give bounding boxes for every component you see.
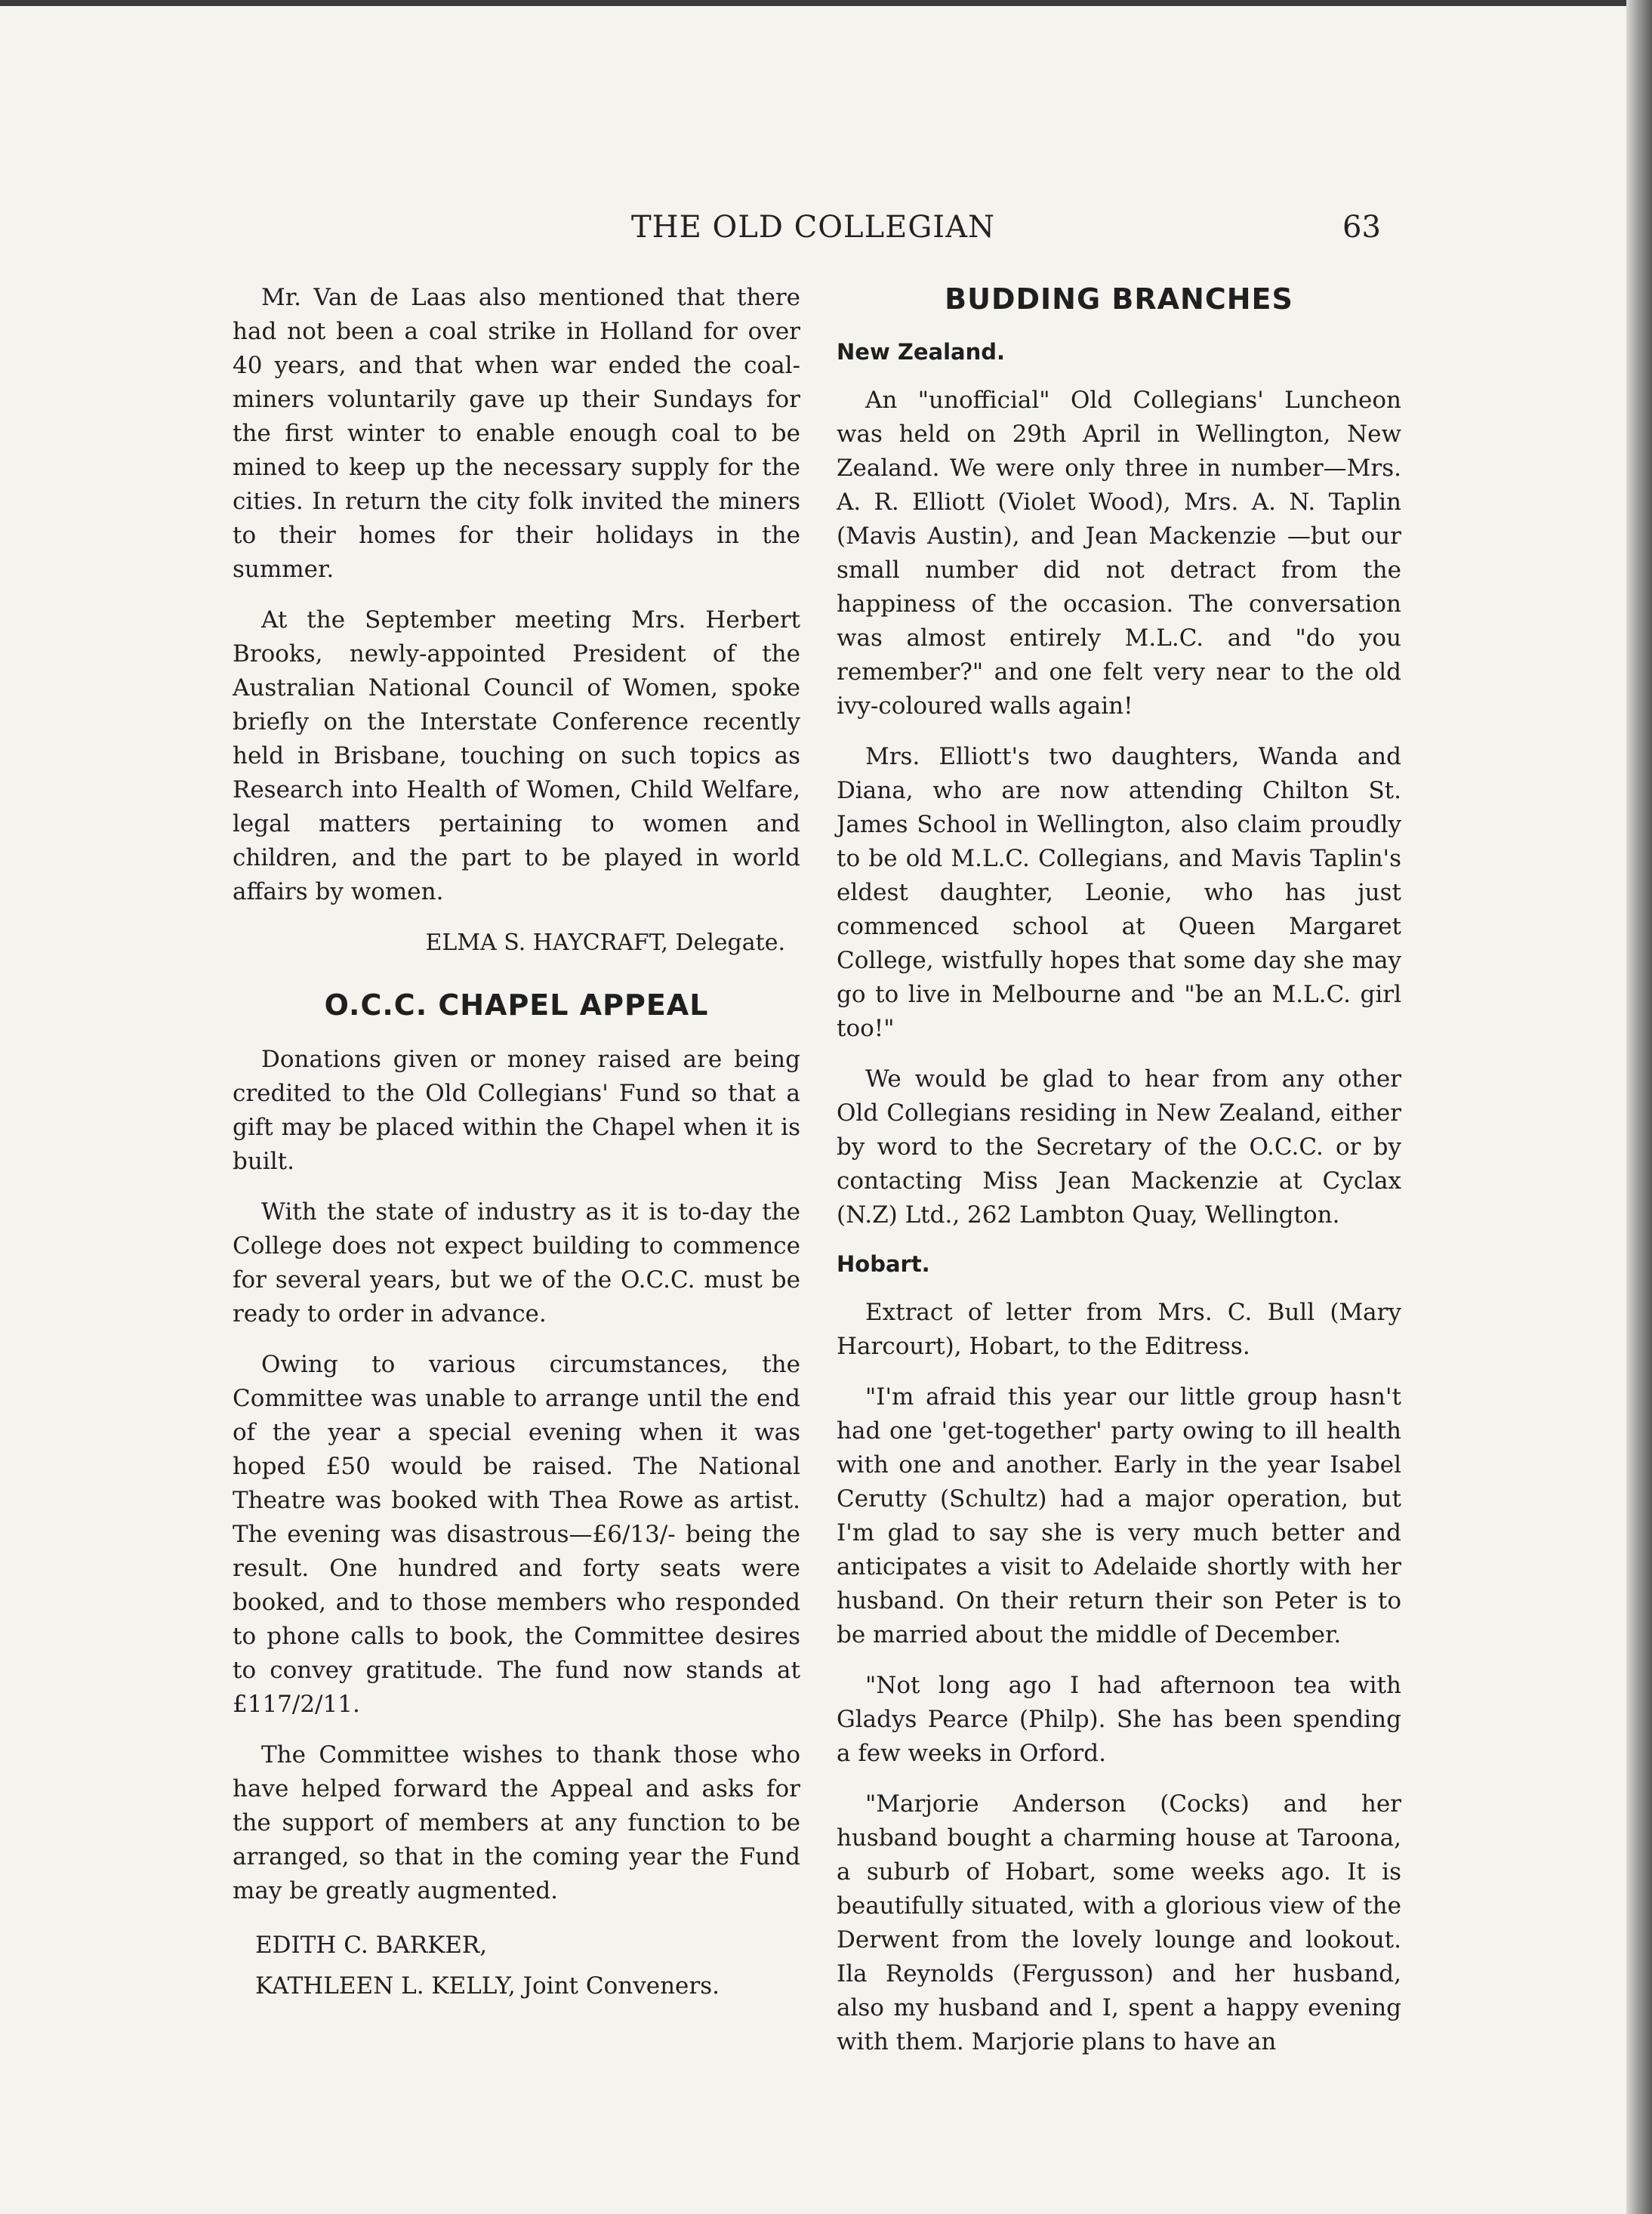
paragraph: With the state of industry as it is to-day the College does not expect building to commence for several years, but we of the O.C.C. must be ready to order in advance. (233, 1198, 800, 1327)
signoff-line: KATHLEEN L. KELLY, Joint Conveners. (255, 1972, 720, 2000)
paragraph: The Committee wishes to thank those who have helped forward the Appeal and asks for the support of members at any function to be arranged, so that in the coming year the Fund may be greatly augmented. (233, 1741, 800, 1904)
paragraph: Mr. Van de Laas also mentioned that there had not been a coal strike in Holland for over 40 years, and that when war ended the coal-miners voluntarily gave up their Sundays for the first winter to enable enough coal to be mined to keep up the necessary supply for the cities. In return the city folk invited the miners to their homes for their holidays in the summer. (233, 284, 800, 583)
section-heading-budding-branches: BUDDING BRANCHES (945, 282, 1293, 316)
delegate-signature: ELMA S. HAYCRAFT, Delegate. (425, 930, 785, 956)
page-edge-right (1626, 0, 1652, 2214)
paragraph: "I'm afraid this year our little group hasn't had one 'get-together' party owing to ill health with one and another. Early in the year Isabel Cerutty (Schultz) had a major operation, but I'm glad to say she is very much better and anticipates a visit to Adelaide shortly with her husband. On their return their son Peter is to be married about the middle of December. (837, 1383, 1401, 1648)
left-column (233, 281, 800, 2006)
paragraph: "Marjorie Anderson (Cocks) and her husband bought a charming house at Taroona, a suburb of Hobart, some weeks ago. It is beautifully situated, with a glorious view of the Derwent from the lovely lounge and lookout. Ila Reynolds (Fergusson) and her husband, also my husband and I, spent a happy evening with them. Marjorie plans to have an (837, 1790, 1401, 2055)
page-edge-top (0, 0, 1652, 6)
running-header: THE OLD COLLEGIAN (631, 210, 995, 245)
paragraph: "Not long ago I had afternoon tea with Gladys Pearce (Philp). She has been spending a few weeks in Orford. (837, 1672, 1401, 1767)
section-heading-chapel-appeal: O.C.C. CHAPEL APPEAL (324, 988, 709, 1022)
conveners-signoff (255, 1925, 800, 2006)
right-column (837, 281, 1401, 2076)
paragraph: Mrs. Elliott's two daughters, Wanda and Diana, who are now attending Chilton St. James School in Wellington, also claim proudly to be old M.L.C. Collegians, and Mavis Taplin's eldest daughter, Leonie, who has just commenced school at Queen Margaret College, wistfully hopes that some day she may go to live in Melbourne and "be an M.L.C. girl too!" (837, 743, 1401, 1042)
paragraph: An "unofficial" Old Collegians' Luncheon was held on 29th April in Wellington, New Zealand. We were only three in number—Mrs. A. R. Elliott (Violet Wood), Mrs. A. N. Taplin (Mavis Austin), and Jean Mackenzie —but our small number did not detract from the happiness of the occasion. The conversation was almost entirely M.L.C. and "do you remember?" and one felt very near to the old ivy-coloured walls again! (837, 387, 1401, 720)
page-number: 63 (1342, 210, 1381, 245)
subheading-new-zealand: New Zealand. (837, 339, 1006, 365)
paragraph: Donations given or money raised are being credited to the Old Collegians' Fund so that a gift may be placed within the Chapel when it is built. (233, 1046, 800, 1175)
subheading-hobart: Hobart. (837, 1251, 930, 1277)
paragraph: We would be glad to hear from any other Old Collegians residing in New Zealand, either by word to the Secretary of the O.C.C. or by contacting Miss Jean Mackenzie at Cyclax (N.Z) Ltd., 262 Lambton Quay, Wellington. (837, 1065, 1401, 1229)
paragraph: Extract of letter from Mrs. C. Bull (Mary Harcourt), Hobart, to the Editress. (837, 1299, 1401, 1360)
signoff-line: EDITH C. BARKER, (255, 1932, 488, 1959)
paragraph: Owing to various circumstances, the Committee was unable to arrange until the end of the year a special evening when it was hoped £50 would be raised. The National Theatre was booked with Thea Rowe as artist. The evening was disastrous—£6/13/- being the result. One hundred and forty seats were booked, and to those members who responded to phone calls to book, the Committee desires to convey gratitude. The fund now stands at £117/2/11. (233, 1351, 800, 1718)
paragraph: At the September meeting Mrs. Herbert Brooks, newly-appointed President of the Australian National Council of Women, spoke briefly on the Interstate Conference recently held in Brisbane, touching on such topics as Research into Health of Women, Child Welfare, legal matters pertaining to women and children, and the part to be played in world affairs by women. (233, 606, 800, 905)
